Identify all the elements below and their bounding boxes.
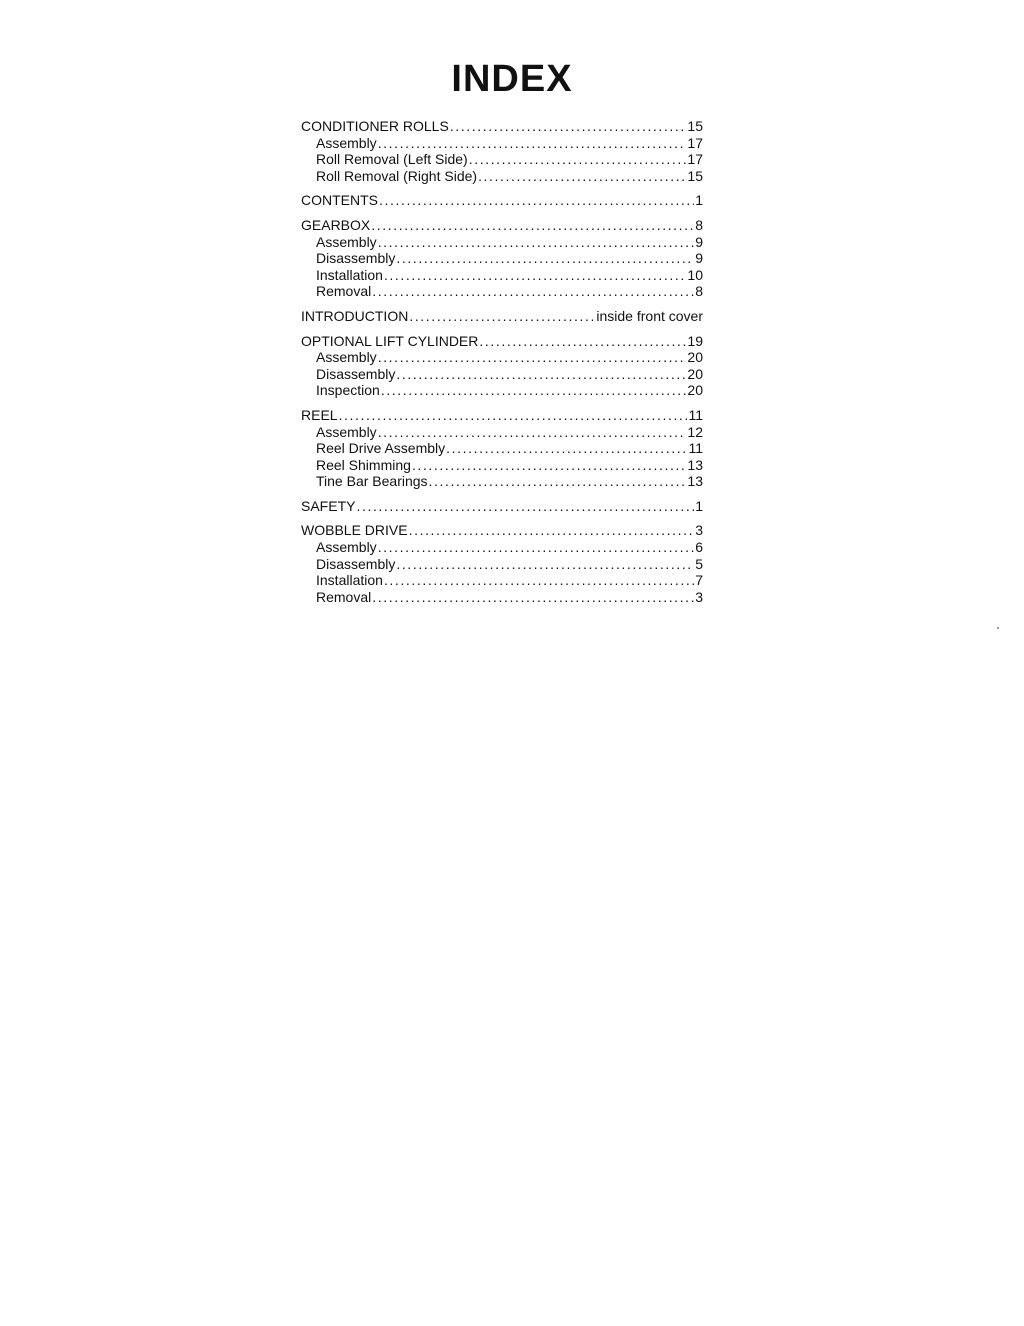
- subentry-page-number: 20: [687, 365, 703, 382]
- dot-leader: [396, 556, 694, 573]
- entry-label: SAFETY: [301, 497, 356, 514]
- page-title: INDEX: [451, 58, 573, 100]
- subentry-page-number: 17: [687, 151, 703, 168]
- index-group: [301, 192, 703, 209]
- index-subentry: [301, 267, 703, 284]
- index-entry: [301, 407, 703, 424]
- subentry-page-number: 8: [695, 283, 703, 300]
- entry-label: CONDITIONER ROLLS: [301, 118, 449, 134]
- dot-leader: [378, 539, 695, 556]
- index-entry: [301, 192, 703, 209]
- subentry-page-number: 20: [687, 349, 703, 366]
- index-subentry: [301, 250, 703, 267]
- index-entry: [301, 118, 703, 135]
- entry-page-number: 3: [695, 522, 703, 539]
- dot-leader: [450, 118, 687, 135]
- dot-leader: [372, 589, 694, 606]
- subentry-page-number: 17: [687, 134, 703, 151]
- subentry-page-number: 6: [695, 539, 703, 556]
- index-subentry: [301, 572, 703, 589]
- dot-leader: [469, 151, 687, 168]
- subentry-page-number: 13: [687, 456, 703, 473]
- entry-label: GEARBOX: [301, 216, 371, 233]
- subentry-label: Assembly: [316, 423, 377, 440]
- index-entry: [301, 333, 703, 350]
- scan-speck: [997, 627, 999, 629]
- entry-page-number: 8: [695, 216, 703, 233]
- subentry-label: Roll Removal (Right Side): [316, 167, 478, 184]
- dot-leader: [409, 522, 695, 539]
- index-subentry: [301, 349, 703, 366]
- index-entry: [301, 522, 703, 539]
- dot-leader: [378, 349, 687, 366]
- subentry-page-number: 12: [687, 423, 703, 440]
- subentry-page-number: 11: [688, 440, 703, 457]
- subentry-page-number: 3: [695, 588, 703, 605]
- dot-leader: [409, 308, 595, 325]
- subentry-page-number: 7: [695, 572, 703, 589]
- entry-page-number: 15: [687, 118, 703, 134]
- index-group: [301, 522, 703, 605]
- subentry-page-number: 13: [687, 473, 703, 490]
- index-subentry: [301, 424, 703, 441]
- subentry-label: Disassembly: [316, 555, 396, 572]
- entry-label: OPTIONAL LIFT CYLINDER: [301, 332, 479, 349]
- index-group: [301, 118, 703, 184]
- subentry-page-number: 9: [695, 233, 703, 250]
- dot-leader: [446, 440, 687, 457]
- dot-leader: [378, 234, 695, 251]
- subentry-page-number: 10: [687, 266, 703, 283]
- dot-leader: [396, 366, 686, 383]
- index-entry: [301, 217, 703, 234]
- dot-leader: [429, 473, 687, 490]
- subentry-label: Assembly: [316, 134, 377, 151]
- index-group: [301, 407, 703, 490]
- subentry-page-number: 9: [695, 250, 703, 267]
- index-subentry: [301, 366, 703, 383]
- subentry-label: Disassembly: [316, 250, 396, 267]
- index-subentry: [301, 382, 703, 399]
- subentry-label: Installation: [316, 266, 383, 283]
- index-list: [301, 118, 703, 613]
- subentry-page-number: 20: [687, 382, 703, 399]
- subentry-label: Reel Shimming: [316, 456, 411, 473]
- entry-page-number: 1: [695, 192, 703, 209]
- entry-page-number: 19: [687, 332, 703, 349]
- index-group: [301, 308, 703, 325]
- subentry-label: Tine Bar Bearings: [316, 473, 428, 490]
- dot-leader: [379, 192, 694, 209]
- subentry-label: Assembly: [316, 233, 377, 250]
- index-subentry: [301, 151, 703, 168]
- dot-leader: [356, 498, 694, 515]
- subentry-label: Removal: [316, 588, 372, 605]
- dot-leader: [384, 267, 686, 284]
- dot-leader: [381, 382, 687, 399]
- subentry-page-number: 5: [695, 555, 703, 572]
- index-subentry: [301, 168, 703, 185]
- index-subentry: [301, 556, 703, 573]
- index-subentry: [301, 440, 703, 457]
- subentry-label: Roll Removal (Left Side): [316, 151, 468, 168]
- subentry-label: Assembly: [316, 539, 377, 556]
- index-subentry: [301, 589, 703, 606]
- index-subentry: [301, 283, 703, 300]
- subentry-label: Removal: [316, 283, 372, 300]
- entry-label: CONTENTS: [301, 192, 378, 209]
- dot-leader: [378, 424, 687, 441]
- entry-label: WOBBLE DRIVE: [301, 522, 408, 539]
- index-entry: [301, 498, 703, 515]
- dot-leader: [396, 250, 694, 267]
- subentry-label: Inspection: [316, 382, 380, 399]
- dot-leader: [339, 407, 688, 424]
- entry-label: REEL: [301, 406, 338, 423]
- dot-leader: [371, 217, 694, 234]
- index-group: [301, 217, 703, 300]
- subentry-label: Installation: [316, 572, 383, 589]
- dot-leader: [372, 283, 694, 300]
- index-entry: [301, 308, 703, 325]
- entry-page-number: inside front cover: [596, 307, 703, 324]
- index-group: [301, 498, 703, 515]
- subentry-page-number: 15: [687, 167, 703, 184]
- entry-page-number: 11: [688, 406, 703, 423]
- index-group: [301, 333, 703, 399]
- entry-page-number: 1: [695, 497, 703, 514]
- index-subentry: [301, 234, 703, 251]
- dot-leader: [479, 333, 686, 350]
- dot-leader: [478, 168, 686, 185]
- index-subentry: [301, 539, 703, 556]
- index-subentry: [301, 473, 703, 490]
- index-subentry: [301, 457, 703, 474]
- subentry-label: Reel Drive Assembly: [316, 440, 446, 457]
- subentry-label: Assembly: [316, 349, 377, 366]
- dot-leader: [412, 457, 686, 474]
- entry-label: INTRODUCTION: [301, 307, 409, 324]
- index-subentry: [301, 135, 703, 152]
- dot-leader: [378, 135, 687, 152]
- dot-leader: [384, 572, 694, 589]
- subentry-label: Disassembly: [316, 365, 396, 382]
